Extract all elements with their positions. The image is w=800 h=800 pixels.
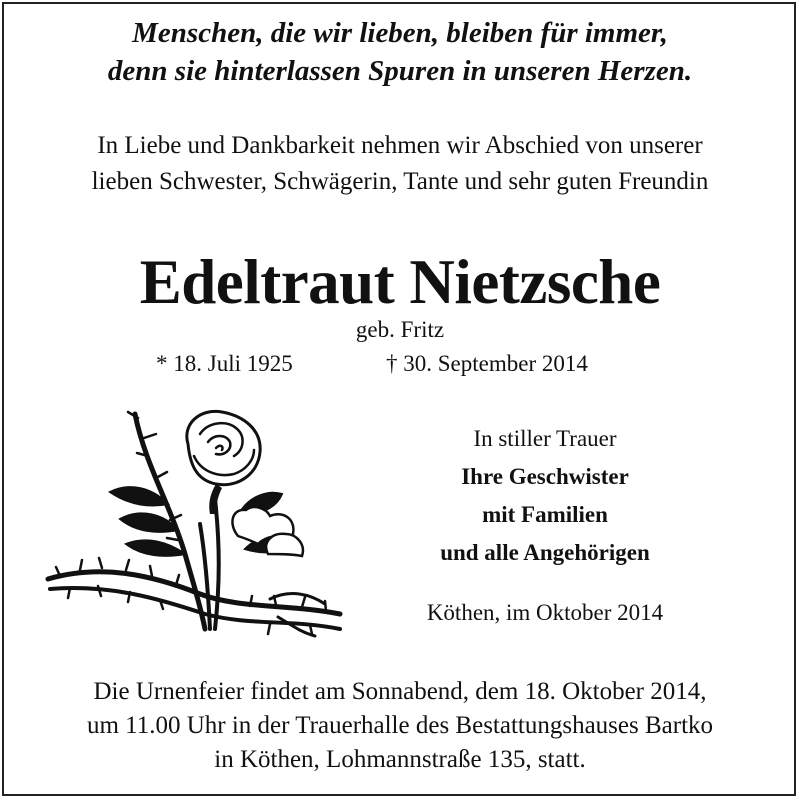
mourners-line-2: mit Familien bbox=[482, 502, 608, 527]
mourners-line-3: und alle Angehörigen bbox=[440, 540, 650, 565]
intro-text bbox=[0, 128, 800, 200]
motto-line-2: denn sie hinterlassen Spuren in unseren Herzen. bbox=[107, 55, 693, 87]
motto-verse bbox=[0, 14, 800, 90]
place-and-date: Köthen, im Oktober 2014 bbox=[426, 600, 664, 625]
mourners-block bbox=[380, 420, 710, 572]
ceremony-line-2: um 11.00 Uhr in der Trauerhalle des Bestattungshauses Bartko bbox=[86, 712, 714, 739]
motto-line-1: Menschen, die wir lieben, bleiben für immer, bbox=[132, 17, 668, 49]
rose-with-thorny-stems-icon bbox=[40, 404, 350, 644]
ceremony-line-3: in Köthen, Lohmannstraße 135, statt. bbox=[214, 746, 586, 773]
maiden-name: geb. Fritz bbox=[355, 317, 445, 342]
death-date: † 30. September 2014 bbox=[386, 351, 588, 376]
ceremony-line-1: Die Urnenfeier findet am Sonnabend, dem 18. Oktober 2014, bbox=[93, 678, 707, 705]
intro-line-1: In Liebe und Dankbarkeit nehmen wir Abschied von unserer bbox=[97, 132, 703, 159]
deceased-name: Edeltraut Nietzsche bbox=[139, 247, 661, 317]
ceremony-notice bbox=[0, 675, 800, 777]
mourners-line-1: Ihre Geschwister bbox=[461, 464, 629, 489]
birth-date: * 18. Juli 1925 bbox=[156, 351, 293, 376]
intro-line-2: lieben Schwester, Schwägerin, Tante und sehr guten Freundin bbox=[91, 168, 709, 195]
mourners-intro: In stiller Trauer bbox=[473, 426, 617, 451]
